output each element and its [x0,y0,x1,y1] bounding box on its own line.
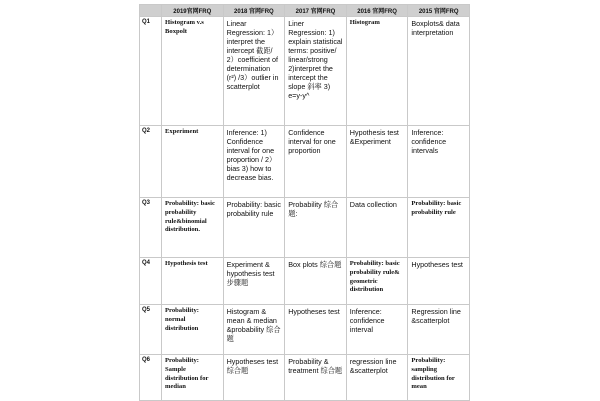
header-2017: 2017 官网FRQ [285,5,347,17]
cell-2015: Hypotheses test [408,258,470,305]
cell-2016: regression line &scatterplot [346,355,408,401]
table-row [140,305,470,355]
cell-2019: Histogram v.s Boxpolt [162,17,224,126]
cell-2017: Hypotheses test [285,305,347,355]
cell-2017: Confidence interval for one proportion [285,126,347,198]
question-label: Q5 [140,305,162,355]
question-label: Q2 [140,126,162,198]
header-row [140,5,470,17]
header-2018: 2018 官网FRQ [223,5,285,17]
cell-2016: Histogram [346,17,408,126]
cell-2018: Probability: basic probability rule [223,198,285,258]
cell-2017: Probability & treatment 综合题 [285,355,347,401]
question-label: Q3 [140,198,162,258]
cell-2018: Histogram & mean & median &probability 综合题 [223,305,285,355]
cell-2015: Boxplots& data interpretation [408,17,470,126]
cell-2017: Probability 综合题: [285,198,347,258]
table-row [140,17,470,126]
cell-2018: Linear Regression: 1）interpret the intercept 截距/ 2）coefficient of determination (r²) /3）outlier in scatterplot [223,17,285,126]
cell-2019: Probability: normal distribution [162,305,224,355]
table-row [140,355,470,401]
cell-2017: Box plots 综合题 [285,258,347,305]
table-row [140,198,470,258]
cell-2019: Probability: Sample distribution for median [162,355,224,401]
cell-2017: Liner Regression: 1) explain statistical terms: positive/ linear/strong 2)interpret the intercept the slope 斜率 3) e=y-y^ [285,17,347,126]
cell-2019: Experiment [162,126,224,198]
frq-comparison-table [139,4,470,401]
cell-2018: Hypotheses test 综合题 [223,355,285,401]
cell-2016: Probability: basic probability rule& geometric distribution [346,258,408,305]
question-label: Q4 [140,258,162,305]
question-label: Q1 [140,17,162,126]
cell-2018: Inference: 1) Confidence interval for one proportion / 2）bias 3) how to decrease bias. [223,126,285,198]
question-label: Q6 [140,355,162,401]
cell-2019: Hypothesis test [162,258,224,305]
cell-2015: Inference: confidence intervals [408,126,470,198]
table-row [140,126,470,198]
cell-2015: Probability: basic probability rule [408,198,470,258]
header-2016: 2016 官网FRQ [346,5,408,17]
cell-2018: Experiment & hypothesis test 步骤题 [223,258,285,305]
cell-2015: Probability: sampling distribution for mean [408,355,470,401]
cell-2019: Probability: basic probability rule&binomial distribution. [162,198,224,258]
table-row [140,258,470,305]
header-2015: 2015 官网FRQ [408,5,470,17]
cell-2016: Inference: confidence interval [346,305,408,355]
cell-2015: Regression line &scatterplot [408,305,470,355]
cell-2016: Hypothesis test &Experiment [346,126,408,198]
cell-2016: Data collection [346,198,408,258]
corner-cell [140,5,162,17]
header-2019: 2019官网FRQ [162,5,224,17]
